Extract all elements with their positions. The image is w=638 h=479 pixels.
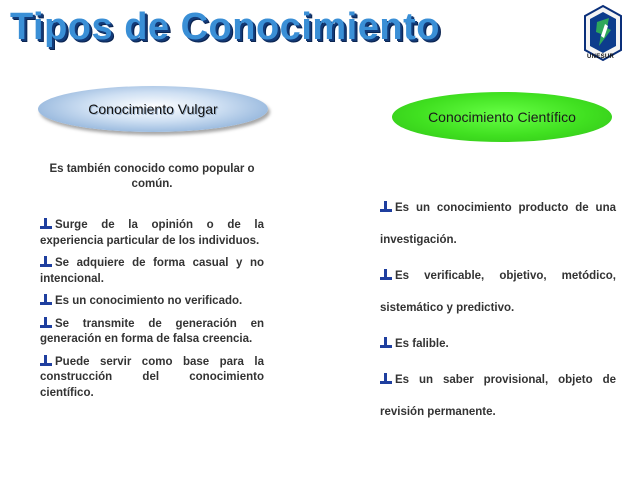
arrow-bullet-icon (380, 269, 392, 280)
cientifico-bullet: Es un conocimiento producto de una investigación. (380, 202, 616, 246)
arrow-bullet-icon (380, 201, 392, 212)
arrow-bullet-icon (40, 256, 52, 267)
vulgar-intro-text: Es también conocido como popular o común. (49, 163, 255, 190)
conocimiento-vulgar-heading (38, 86, 268, 132)
cientifico-bullet: Es verificable, objetivo, metódico, sistemático y predictivo. (380, 270, 616, 314)
cientifico-bullet-list (380, 192, 616, 432)
vulgar-bullet: Se adquiere de forma casual y no intencional. (40, 257, 264, 285)
arrow-bullet-icon (40, 355, 52, 366)
vulgar-bullet-list (40, 218, 264, 408)
cientifico-bullet: Es falible. (380, 328, 616, 360)
arrow-bullet-icon (40, 317, 52, 328)
vulgar-bullet: Puede servir como base para la construcción del conocimiento científico. (40, 355, 264, 399)
slide-title: Tipos de Conocimiento (10, 6, 440, 48)
vulgar-heading-text: Conocimiento Vulgar (88, 101, 218, 117)
vulgar-bullet: Se transmite de generación en generación en forma de falsa creencia. (40, 317, 264, 345)
cientifico-heading-text: Conocimiento Científico (428, 109, 576, 125)
conocimiento-cientifico-heading (392, 92, 612, 142)
vulgar-bullet: Surge de la opinión o de la experiencia particular de los individuos. (40, 219, 264, 247)
arrow-bullet-icon (40, 218, 52, 229)
vulgar-bullet: Es un conocimiento no verificado. (40, 294, 264, 310)
arrow-bullet-icon (380, 373, 392, 384)
arrow-bullet-icon (40, 294, 52, 305)
cientifico-bullet: Es un saber provisional, objeto de revisión permanente. (380, 374, 616, 418)
logo-label: UNESUR (587, 54, 615, 60)
arrow-bullet-icon (380, 337, 392, 348)
